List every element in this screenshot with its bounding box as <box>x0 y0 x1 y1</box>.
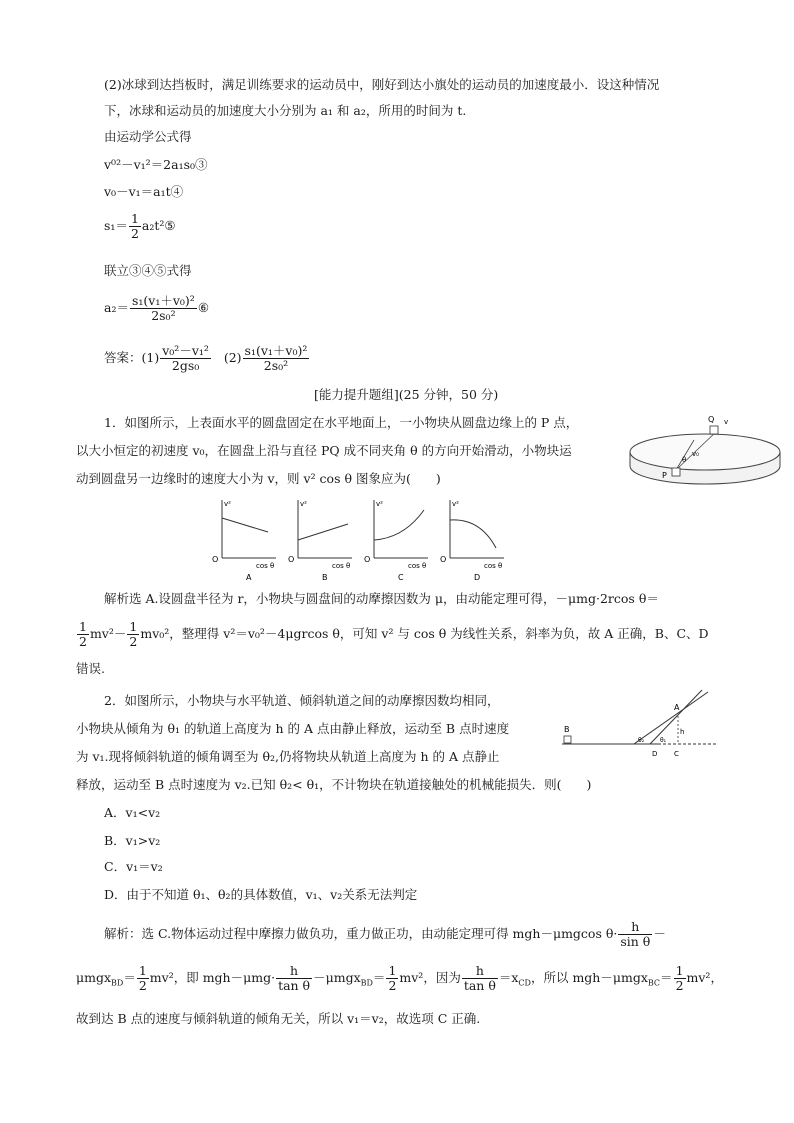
label-theta: θ <box>682 456 687 464</box>
eq6-lhs: a₂＝ <box>104 300 129 315</box>
q1-line2: 以大小恒定的初速度 v₀，在圆盘上沿与直径 PQ 成不同夹角 θ 的方向开始滑动，小物块运 <box>76 443 572 458</box>
q2-solution-line2 <box>76 964 723 993</box>
q2-sol2-frac4 <box>462 964 498 993</box>
q2-option-b: B．v₁>v₂ <box>104 833 161 848</box>
graph-c-xlabel: cos θ <box>408 562 427 570</box>
q1-sol-frac2-den: 2 <box>129 634 138 649</box>
graph-b-name: B <box>322 573 328 582</box>
incline-theta1 <box>650 690 702 744</box>
q2-sol2-frac5-num: 1 <box>675 963 684 978</box>
eq6-num: s₁(v₁＋v₀)² <box>131 293 195 308</box>
label-p: P <box>662 471 667 480</box>
label-c: C <box>674 750 679 758</box>
graph-d-origin: O <box>440 555 447 564</box>
q1-sol-frac1 <box>77 620 89 649</box>
q2-sol2-frac3-den: 2 <box>388 978 397 993</box>
q1-sol-part-a: mv²－ <box>89 626 127 641</box>
answer-label: 答案： <box>104 350 142 365</box>
q2-option-a: A．v₁<v₂ <box>104 805 161 820</box>
q2-sol2-g: ＝x <box>498 970 519 985</box>
q2-line3: 为 v₁.现将倾斜轨道的倾角调至为 θ₂,仍将物块从轨道上高度为 h 的 A 点静止 <box>76 749 500 764</box>
q2-sol2-sub1: BD <box>111 978 124 988</box>
graph-a-origin: O <box>212 555 219 564</box>
q2-sol2-e: ＝ <box>372 970 386 985</box>
q2-sol2-i: ＝ <box>660 970 673 985</box>
label-v0: v₀ <box>692 450 699 458</box>
q2-sol2-frac3 <box>386 964 398 993</box>
q1-sol-frac2-num: 1 <box>129 619 138 634</box>
equation-5 <box>104 212 176 241</box>
graph-set <box>206 496 518 584</box>
q2-sol2-sub3: CD <box>518 978 531 988</box>
equation-4: v₀－v₁＝a₁t④ <box>104 184 184 199</box>
q2-sol2-frac1-num: 1 <box>138 963 147 978</box>
q2-sol2-c: mv²，即 mgh－μmg· <box>149 970 276 985</box>
graph-d <box>440 500 504 582</box>
eq6-tag: ⑥ <box>197 300 210 315</box>
q2-sol2-frac5-den: 2 <box>675 978 684 993</box>
q1-solution-line2 <box>76 620 709 649</box>
graph-c-name: C <box>398 573 404 582</box>
eq5-den: 2 <box>130 226 139 241</box>
incline-theta2 <box>634 692 708 744</box>
eq5-lhs: s₁＝ <box>104 218 128 233</box>
graph-a-name: A <box>246 573 252 582</box>
q2-sol1-frac-den: sin θ <box>620 934 651 949</box>
block-top <box>710 426 718 434</box>
q1-line3: 动到圆盘另一边缘时的速度大小为 v，则 v² cos θ 图象应为( ) <box>76 471 441 486</box>
q2-sol2-frac4-num: h <box>462 964 498 979</box>
answer-line <box>104 344 310 373</box>
q2-sol2-b: ＝ <box>123 970 136 985</box>
graph-b-xlabel: cos θ <box>332 562 351 570</box>
graph-c-origin: O <box>364 555 371 564</box>
q2-sol2-a: μmgx <box>76 970 112 985</box>
q2-solution-line3: 故到达 B 点的速度与倾斜轨道的倾角无关，所以 v₁＝v₂，故选项 C 正确. <box>76 1011 481 1026</box>
label-b: B <box>564 725 570 734</box>
eq6-fraction <box>130 294 197 323</box>
equation-6 <box>104 294 209 323</box>
q2-sol2-j: mv²， <box>686 970 723 985</box>
q2-sol2-frac2-num: h <box>276 964 312 979</box>
answer1-prefix: (1) <box>141 350 160 365</box>
label-theta2: θ₂ <box>638 737 645 744</box>
answer2-prefix: (2) <box>223 350 242 365</box>
q2-sol2-frac1 <box>137 964 149 993</box>
q2-sol1-part-a: 解析：选 C.物体运动过程中摩擦力做负功，重力做正功，由动能定理可得 mgh－μmgcos θ· <box>104 926 618 941</box>
curve-a <box>222 518 268 532</box>
graph-b <box>288 500 352 582</box>
q2-sol2-frac2-den: tan θ <box>278 978 311 993</box>
graph-a <box>212 500 276 582</box>
graph-c-ylabel: v² <box>376 500 383 508</box>
label-v: v <box>724 418 729 426</box>
label-theta1: θ₁ <box>660 737 667 744</box>
q2-line4: 释放，运动至 B 点时速度为 v₂.已知 θ₂< θ₁，不计物块在轨道接触处的机械能损失．则( ) <box>76 777 592 792</box>
disk-figure <box>626 410 784 490</box>
q1-solution-line3: 错误. <box>76 661 105 676</box>
q2-sol2-frac2 <box>276 964 312 993</box>
answer1-num: v₀²－v₁² <box>162 343 209 358</box>
answer2-num: s₁(v₁＋v₀)² <box>244 343 308 358</box>
q2-sol2-frac3-num: 1 <box>388 963 397 978</box>
answer1-den: 2gs₀ <box>171 358 200 373</box>
formula-intro: 由运动学公式得 <box>104 129 192 144</box>
q2-line1: 2．如图所示，小物块与水平轨道、倾斜轨道之间的动摩擦因数均相同， <box>104 693 500 708</box>
q2-sol2-frac5 <box>674 964 686 993</box>
q2-sol1-frac-num: h <box>618 920 652 935</box>
answer2-fraction <box>243 344 310 373</box>
incline-figure <box>556 688 720 762</box>
q1-sol-frac2 <box>127 620 139 649</box>
eq6-den: 2s₀² <box>151 308 176 323</box>
eq5-num: 1 <box>130 211 139 226</box>
q2-option-d: D．由于不知道 θ₁、θ₂的具体数值，v₁、v₂关系无法判定 <box>104 887 418 902</box>
graph-d-xlabel: cos θ <box>484 562 503 570</box>
graph-d-name: D <box>474 573 481 582</box>
graph-b-origin: O <box>288 555 295 564</box>
q2-sol2-sub2: BD <box>360 978 373 988</box>
q2-sol2-d: －μmgx <box>313 970 361 985</box>
q2-sol2-h: ，所以 mgh－μmgx <box>530 970 648 985</box>
q2-sol2-frac4-den: tan θ <box>463 978 496 993</box>
part2-line1: (2)冰球到达挡板时，满足训练要求的运动员中，刚好到达小旗处的运动员的加速度最小．设这种情况 <box>104 77 660 92</box>
graph-a-xlabel: cos θ <box>256 562 275 570</box>
label-q: Q <box>708 415 715 424</box>
q2-sol1-frac <box>618 920 652 949</box>
part2-line2: 下，冰球和运动员的加速度大小分别为 a₁ 和 a₂，所用的时间为 t. <box>104 103 467 118</box>
eq5-fraction <box>129 212 141 241</box>
q2-sol2-f: mv²，因为 <box>399 970 461 985</box>
eq5-rhs: a₂t²⑤ <box>141 218 176 233</box>
equation-3: v⁰²－v₁²＝2a₁s₀③ <box>104 157 208 172</box>
label-d: D <box>652 750 658 758</box>
q1-sol-frac1-den: 2 <box>79 634 87 649</box>
graph-b-ylabel: v² <box>300 500 307 508</box>
q2-line2: 小物块从倾角为 θ₁ 的轨道上高度为 h 的 A 点由静止释放，运动至 B 点时速度 <box>76 721 510 736</box>
section-title: [能力提升题组](25 分钟，50 分) <box>314 387 499 402</box>
q1-sol-part-b: mv₀²，整理得 v²＝v₀²－4μgrcos θ，可知 v² 与 cos θ 为线性关系，斜率为负，故 A 正确，B、C、D <box>140 626 709 641</box>
q2-solution-line1 <box>104 920 666 949</box>
curve-b <box>298 524 348 540</box>
q2-sol2-frac1-den: 2 <box>138 978 147 993</box>
graph-a-ylabel: v² <box>224 500 231 508</box>
block-b <box>564 736 571 743</box>
curve-c <box>374 510 424 540</box>
q2-sol1-part-b: － <box>653 926 666 941</box>
q2-option-c: C．v₁＝v₂ <box>104 859 163 874</box>
answer1-fraction <box>160 344 211 373</box>
q1-solution-line1: 解析选 A.设圆盘半径为 r，小物块与圆盘间的动摩擦因数为 μ，由动能定理可得，－μmg·2rcos θ＝ <box>104 591 659 606</box>
curve-d <box>450 520 496 548</box>
label-h: h <box>680 728 685 736</box>
graph-c <box>364 500 428 582</box>
q2-sol2-sub4: BC <box>647 978 661 988</box>
block-bottom <box>672 468 680 476</box>
label-a: A <box>674 703 680 712</box>
q1-line1: 1．如图所示，上表面水平的圆盘固定在水平地面上，一小物块从圆盘边缘上的 P 点， <box>104 415 579 430</box>
q1-sol-frac1-num: 1 <box>79 619 87 634</box>
graph-d-ylabel: v² <box>452 500 459 508</box>
answer2-den: 2s₀² <box>263 358 289 373</box>
combine-text: 联立③④⑤式得 <box>104 263 192 278</box>
